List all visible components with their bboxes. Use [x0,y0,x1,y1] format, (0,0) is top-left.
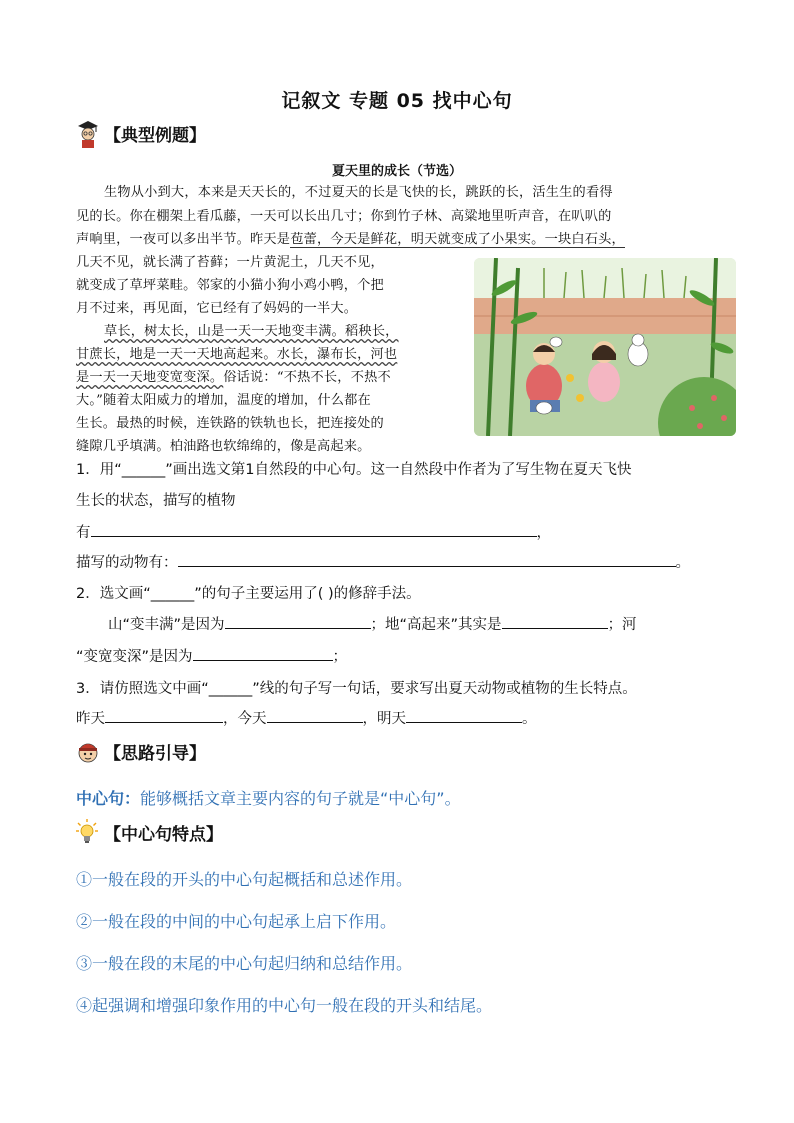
question-text: 山“变丰满”是因为 [108,617,225,633]
answer-blank-ground[interactable] [502,614,608,629]
page-title: 记叙文 专题 05 找中心句 [281,90,513,112]
question-text: ，今天 [223,711,267,727]
question-2-line-3 [76,645,347,666]
question-3-line-1: 3．请仿照选文中画“______”线的句子写一句话，要求写出夏天动物或植物的生长特点。 [76,681,637,697]
answer-blank-plants[interactable] [91,522,537,537]
passage-line: 缝隙几乎填满。柏油路也软绵绵的，像是高起来。 [76,439,371,454]
passage-title: 夏天里的成长（节选） [331,164,462,179]
boy-face-icon [76,738,100,764]
question-2-line-1: 2．选文画“______”的句子主要运用了( )的修辞手法。 [76,586,421,602]
illustration-children-with-animals [474,258,736,436]
question-text: ； [332,649,348,665]
question-1-line-2: 生长的状态，描写的植物 [76,493,236,509]
passage-text: 声响里，一夜可以多出半节。昨天是 [76,232,291,247]
passage-line: 生物从小到大，本来是天天长的，不过夏天的长是飞快的长，跳跃的长，活生生的看得 [104,185,613,200]
definition-text: 能够概括文章主要内容的句子就是“中心句”。 [140,789,461,808]
wavy-underlined-line: 草长，树太长，山是一天一天地变丰满。稻秧长， [104,324,399,339]
answer-blank-river[interactable] [193,646,333,661]
passage-text: 俗话说：“不热不长，不热不 [223,370,391,385]
passage-line: 几天不见，就长满了苔藓；一片黄泥土，几天不见， [76,255,384,270]
question-text: ， [536,525,551,541]
passage-line [76,228,625,247]
question-text: ，明天 [362,711,406,727]
passage-line: 就变成了草坪菜畦。邻家的小猫小狗小鸡小鸭，个把 [76,278,384,293]
passage-line: 生长。最热的时候，连铁路的铁轨也长，把连接处的 [76,416,384,431]
question-text: 。 [675,555,690,571]
underlined-sentence: 苞蕾，今天是鲜花，明天就变成了小果实。 [290,232,545,247]
passage-line [76,366,391,385]
definition-line [76,786,461,809]
question-1-line-3 [76,521,551,542]
answer-blank-mountain[interactable] [225,614,371,629]
section-label: 【中心句特点】 [104,824,223,845]
feature-item: ③一般在段的末尾的中心句起归纳和总结作用。 [76,954,413,973]
question-text: “变宽变深”是因为 [76,649,193,665]
question-text: 有 [76,525,91,541]
definition-term: 中心句： [76,789,141,808]
feature-item: ②一般在段的中间的中心句起承上启下作用。 [76,912,397,931]
feature-item: ④起强调和增强印象作用的中心句一般在段的开头和结尾。 [76,996,493,1015]
question-3-line-2 [76,707,537,728]
teacher-avatar-icon [76,120,100,146]
wavy-underlined-text: 是一天一天地变宽变深。 [76,370,224,385]
section-header-thinking-guide [76,738,206,764]
question-1-line-1: 1．用“______”画出选文第1自然段的中心句。这一自然段中作者为了写生物在夏天飞快 [76,462,632,478]
feature-item: ①一般在段的开头的中心句起概括和总述作用。 [76,870,413,889]
passage-line: 大。”随着太阳威力的增加，温度的增加，什么都在 [76,393,371,408]
question-text: 。 [522,711,537,727]
question-text: 昨天 [76,711,105,727]
question-text: 描写的动物有： [76,555,178,571]
wavy-underlined-line: 甘蔗长，地是一天一天地高起来。水长，瀑布长，河也 [76,347,398,362]
question-text: ；地“高起来”其实是 [370,617,502,633]
passage-line: 月不过来，再见面，它已经有了妈妈的一半大。 [76,301,358,316]
section-header-typical-examples [76,120,206,146]
section-label: 【思路引导】 [104,743,206,764]
passage-line: 见的长。你在棚架上看瓜藤，一天可以长出几寸；你到竹子林、高粱地里听声音，在叭叭的 [76,209,612,224]
section-label: 【典型例题】 [104,125,206,146]
answer-blank-animals[interactable] [178,552,676,567]
answer-blank-yesterday[interactable] [105,708,223,723]
passage-text: 一块白石头， [544,232,625,247]
question-2-line-2 [108,613,637,634]
question-1-line-4 [76,551,690,572]
answer-blank-today[interactable] [267,708,363,723]
lightbulb-icon [76,819,100,845]
section-header-features [76,819,223,845]
answer-blank-tomorrow[interactable] [406,708,522,723]
question-text: ；河 [607,617,637,633]
